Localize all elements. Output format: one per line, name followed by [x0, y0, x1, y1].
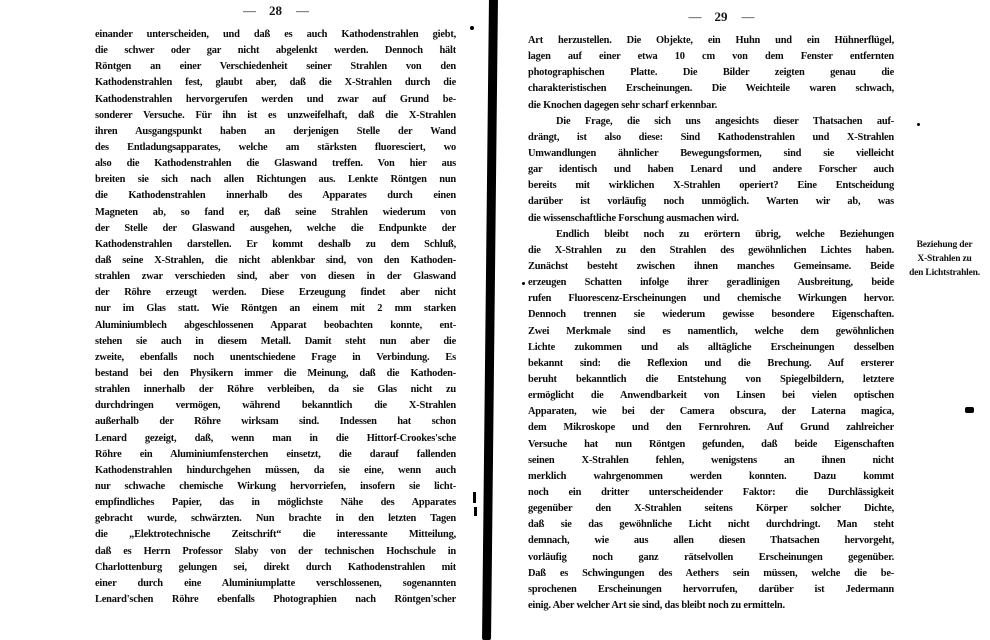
book-gutter-shadow: [482, 0, 497, 640]
text-line: einig. Aber welcher Art sie sind, das bleibt noch zu ermitteln.: [528, 599, 785, 611]
text-line: bereits mit wirklichen X-Strahlen operiert? Eine Entscheidung: [528, 180, 894, 192]
text-line: Charlottenburg gelungen sei, direkt durch Kathodenstrahlen mit: [95, 561, 456, 573]
text-line: die wissenschaftliche Forschung ausmachen wird.: [528, 212, 739, 224]
text-line: gar identisch und haben Lenard und andere Forscher auch: [528, 164, 894, 176]
text-line: daß sie das gewöhnliche Licht nicht durchdringt. Man steht: [528, 519, 894, 531]
text-line: seinen X-Strahlen fehlen, wenigstens an ihnen nicht: [528, 454, 894, 466]
text-line: darüber ist vorläufig noch unmöglich. Warten wir ab, was: [528, 196, 894, 208]
text-line: rufen Fluorescenz-Erscheinungen und chemische Wirkungen hervor.: [528, 293, 894, 305]
text-line: Lichte zukommen und als alltägliche Erscheinungen desselben: [528, 341, 894, 353]
margin-note-line: Beziehung der: [916, 240, 973, 250]
margin-note-line: den Lichtstrahlen.: [909, 267, 980, 278]
text-line: stehen sie auch in diesem Metall. Damit steht nun aber die: [95, 335, 456, 347]
page-number: 28: [269, 3, 282, 18]
text-line: Zwei Merkmale sind es namentlich, welche dem gewöhnlichen: [528, 325, 894, 337]
text-line: Zunächst besteht zwischen ihnen manches Gemeinsame. Beide: [528, 260, 894, 272]
text-line: strahlen zwar verschieden sind, aber von diesen in der Glaswand: [95, 271, 456, 283]
text-line: Versuche hat nun Röntgen gefunden, daß beide Eigenschaften: [528, 438, 894, 450]
text-line: nur schwache chemische Wirkung hervorriefen, insofern sie licht-: [95, 480, 456, 492]
text-line: Kathodenstrahlen fest, glaubt aber, daß die X-Strahlen durch die: [95, 77, 456, 89]
text-line: Lenard'schen Röhre ebenfalls Photographien nach Röntgen'scher: [95, 593, 456, 605]
text-line: dem Mikroskope und den Fernrohren. Auf Grund zahlreicher: [528, 422, 894, 434]
text-line: Apparaten, wie bei der Camera obscura, der Laterna magica,: [528, 406, 894, 418]
text-line: merklich wahrgenommen werden konnten. Dazu kommt: [528, 470, 894, 482]
text-line: ermöglicht die Anwendbarkeit von Linsen bei vielen optischen: [528, 390, 894, 402]
text-line: des Entladungsapparates, welche am stärksten fluoresciert, wo: [95, 141, 456, 153]
text-line: photographischen Platte. Die Bilder zeigten genau die: [528, 67, 894, 79]
text-line: bekannt sind: die Reflexion und die Brechung. Auf ersterer: [528, 357, 894, 369]
text-line: gegenüber den X-Strahlen seitens Körper solcher Dichte,: [528, 503, 894, 515]
text-line: Aluminiumblech abgeschlossenen Apparat beobachten konnte, ent-: [95, 319, 456, 331]
header-dash: —: [688, 9, 701, 24]
header-dash: —: [741, 9, 754, 24]
text-line: der Röhre erzeugt werden. Diese Erzeugung findet aber nicht: [95, 287, 456, 299]
text-line: vorläufig noch ganz rätselvollen Erscheinungen gegenüber.: [528, 551, 894, 563]
text-line: sonderer Versuche. Für ihn ist es unzweifelhaft, daß die X-Strahlen: [95, 109, 456, 121]
text-line: strahlen innerhalb der Röhre verbleiben, da sie Glas nicht zu: [95, 384, 456, 396]
text-line: empfindliches Papier, das in möglichste Nähe des Apparates: [95, 497, 456, 509]
ink-speck: [470, 26, 474, 30]
text-line: Art herzustellen. Die Objekte, ein Huhn und ein Hühnerflügel,: [528, 35, 894, 46]
text-line: breiten sie sich nach allen Richtungen aus. Lenkte Röntgen nun: [95, 174, 456, 186]
header-dash: —: [243, 3, 255, 18]
text-line: erzeugen Schatten infolge ihrer geradlinigen Ausbreitung, beide: [528, 277, 894, 289]
text-line: die schwer oder gar nicht abgelenkt werden. Dennoch hält: [95, 45, 456, 57]
text-line: daß seine X-Strahlen, die nicht ablenkbar sind, von den Kathoden-: [95, 254, 456, 266]
text-line: Die Frage, die sich uns angesichts dieser Thatsachen auf-: [556, 115, 894, 127]
text-line: Endlich bleibt noch zu erörtern übrig, welche Beziehungen: [556, 228, 894, 240]
text-line: Kathodenstrahlen hervorgerufen werden und zwar auf Grund be-: [95, 93, 456, 105]
page-29-header: [538, 9, 904, 25]
ink-speck: [474, 507, 477, 516]
margin-note: [899, 239, 990, 280]
text-line: die Knochen dagegen sehr scharf erkennbar.: [528, 99, 718, 111]
text-line: noch ein dritter unterscheidender Faktor: die Durchlässigkeit: [528, 486, 894, 498]
text-line: also die Kathodenstrahlen die Glaswand treffen. Von hier aus: [95, 158, 456, 170]
text-line: Röntgen an einer Verschiedenheit seiner Strahlen von den: [95, 61, 456, 73]
text-line: durchdringen vermögen, während bekanntlich die X-Strahlen: [95, 400, 456, 412]
text-line: beruht bekanntlich die Entstehung von Spiegelbildern, letztere: [528, 373, 894, 385]
text-line: Kathodenstrahlen hindurchgehen müssen, da sie eine, wenn auch: [95, 464, 456, 476]
text-line: Daß es Schwingungen des Aethers sein müssen, welche die be-: [528, 567, 894, 579]
text-line: einander unterscheiden, und daß es auch Kathodenstrahlen giebt,: [95, 29, 456, 40]
text-line: außerhalb der Röhre wirksam sind. Indessen hat schon: [95, 416, 456, 428]
page-number: 29: [714, 9, 728, 24]
text-line: drängt, ist also diese: Sind Kathodenstrahlen und X-Strahlen: [528, 131, 894, 143]
text-line: die „Elektrotechnische Zeitschrift“ die interessante Mitteilung,: [95, 529, 456, 541]
text-line: bestand bei den Physikern immer die Meinung, daß die Kathoden-: [95, 367, 456, 379]
text-line: einer durch eine Aluminiumplatte verschlossenen, sogenannten: [95, 577, 456, 589]
text-line: die Kathodenstrahlen innerhalb des Apparates durch einen: [95, 190, 456, 202]
text-line: charakteristischen Erscheinungen. Die Weichteile waren schwach,: [528, 83, 894, 95]
text-line: daß es Herrn Professor Slaby von der technischen Hochschule in: [95, 545, 456, 557]
text-line: Umwandlungen ähnlicher Bewegungsformen, sind sie vielleicht: [528, 147, 894, 159]
book-gutter-shadow-fragment: [483, 572, 487, 632]
text-line: Kathodenstrahlen darstellen. Er kommt deshalb zu dem Schluß,: [95, 238, 456, 250]
text-line: lagen auf einer etwa 10 cm von dem Fenster entfernten: [528, 51, 894, 63]
header-dash: —: [296, 3, 308, 18]
margin-note-line: X-Strahlen zu: [917, 253, 972, 264]
ink-speck: [473, 492, 476, 503]
text-line: Röhre ein Aluminiumfensterchen einsetzt, die darauf fallenden: [95, 448, 456, 460]
text-line: zweite, ebenfalls noch unentschiedene Frage in Verbindung. Es: [95, 351, 456, 363]
ink-speck: [965, 407, 974, 413]
page-29-text: [528, 33, 894, 614]
text-line: Lenard gezeigt, daß, wenn man in die Hittorf-Crookes'sche: [95, 432, 456, 444]
text-line: der Stelle der Glaswand ausgehen, welche die Endpunkte der: [95, 222, 456, 234]
text-line: demnach, wie aus allen diesen Thatsachen hervorgeht,: [528, 535, 894, 547]
text-line: ihren Ausgangspunkt haben an derjenigen Stelle der Wand: [95, 125, 456, 137]
page-28-header: [95, 3, 456, 19]
text-line: Magneten ab, so fand er, daß seine Strahlen wiederum von: [95, 206, 456, 218]
ink-speck: [522, 282, 525, 285]
text-line: gebracht wurde, schwärzten. Nun brachte in den letzten Tagen: [95, 513, 456, 525]
text-line: Dennoch trennen sie wiederum gewisse besondere Eigenschaften.: [528, 309, 894, 321]
text-line: sprochenen Erscheinungen hervorrufen, darüber ist Jedermann: [528, 583, 894, 595]
text-line: die X-Strahlen zu den Strahlen des gewöhnlichen Lichtes haben.: [528, 244, 894, 256]
text-line: nur im Glas statt. Wie Röntgen an einem mit 2 mm starken: [95, 303, 456, 315]
page-28-text: [95, 27, 456, 608]
ink-speck: [917, 123, 920, 126]
